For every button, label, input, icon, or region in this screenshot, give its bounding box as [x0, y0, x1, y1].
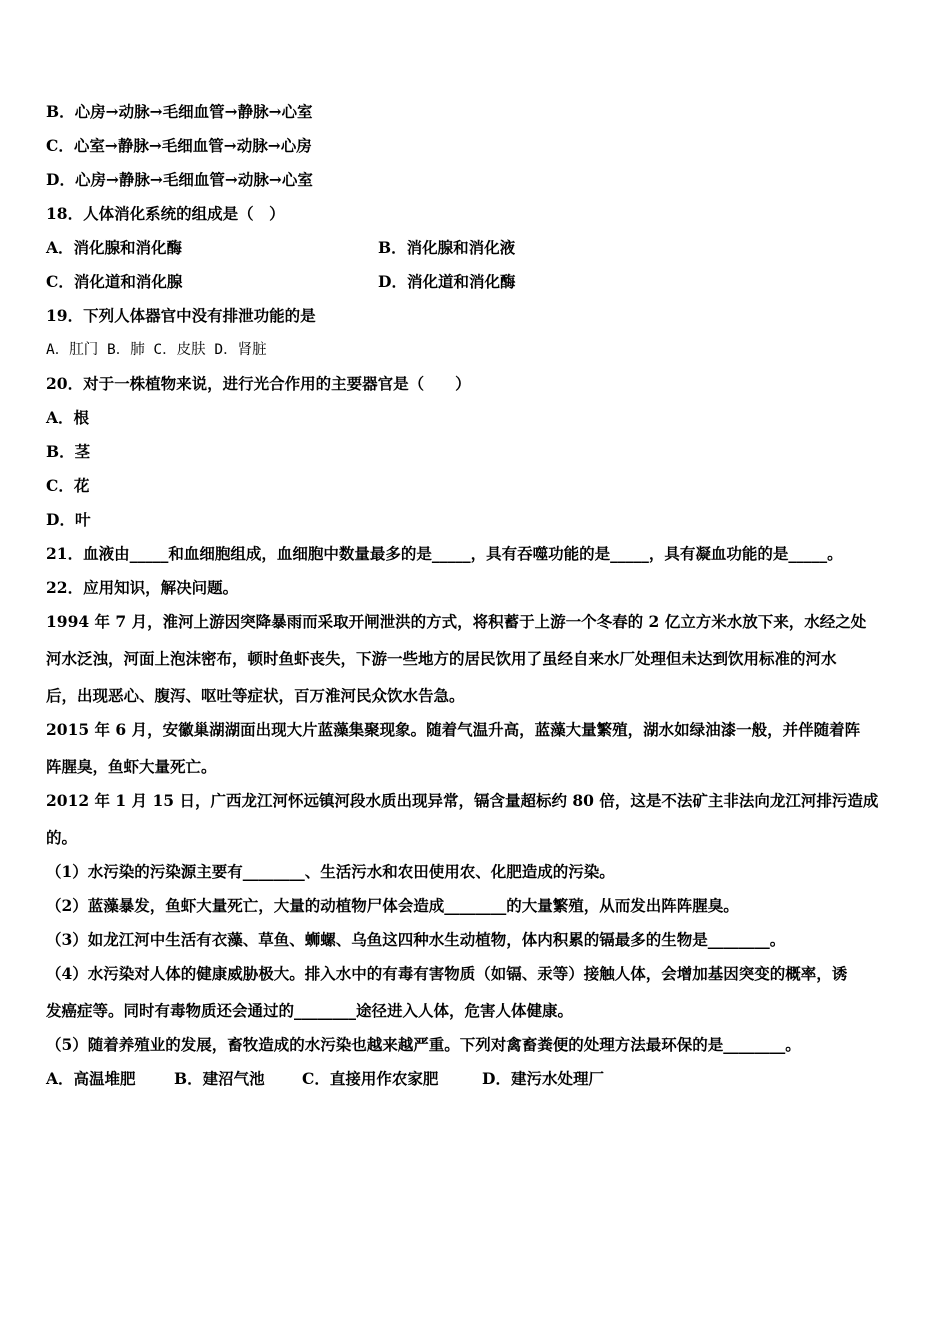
q22-stem: 22．应用知识，解决问题。: [46, 578, 239, 597]
q17-option-c: C．心室→静脉→毛细血管→动脉→心房: [46, 136, 312, 155]
q22-s5-option-d: D．建污水处理厂: [482, 1069, 604, 1088]
q20-option-b: B．茎: [46, 442, 91, 461]
q17-option-d: D．心房→静脉→毛细血管→动脉→心室: [46, 170, 313, 189]
q22-subquestion-3: （3）如龙江河中生活有衣藻、草鱼、蛳螺、乌鱼这四种水生动植物，体内积累的镉最多的生物是________。: [46, 930, 786, 949]
q18-option-a: A．消化腺和消化酶: [46, 238, 183, 257]
q20-option-a: A．根: [46, 408, 90, 427]
q20-stem: 20．对于一株植物来说，进行光合作用的主要器官是（ ）: [46, 374, 471, 393]
q22-paragraph-1-line-2: 河水泛浊，河面上泡沫密布，顿时鱼虾丧失，下游一些地方的居民饮用了虽经自来水厂处理但未达到饮用标准的河水: [46, 649, 837, 668]
q22-s5-option-a: A．高温堆肥: [46, 1069, 136, 1088]
q18-option-b: B．消化腺和消化液: [378, 238, 516, 257]
q22-paragraph-2-line-1: 2015 年 6 月，安徽巢湖湖面出现大片蓝藻集聚现象。随着气温升高，蓝藻大量繁殖，湖水如绿油漆一般，并伴随着阵: [46, 720, 861, 739]
q22-s5-option-b: B．建沼气池: [174, 1069, 265, 1088]
q22-subquestion-4-line-2: 发癌症等。同时有毒物质还会通过的________途径进入人体，危害人体健康。: [46, 1001, 574, 1020]
q22-paragraph-1-line-1: 1994 年 7 月，淮河上游因突降暴雨而采取开闸泄洪的方式，将积蓄于上游一个冬春的 2 亿立方米水放下来，水经之处: [46, 612, 867, 631]
q19-options: A．肛门 B．肺 C．皮肤 D．肾脏: [46, 342, 267, 358]
q22-subquestion-2: （2）蓝藻暴发，鱼虾大量死亡，大量的动植物尸体会造成________的大量繁殖，从而发出阵阵腥臭。: [46, 896, 739, 915]
q22-subquestion-1: （1）水污染的污染源主要有________、生活污水和农田使用农、化肥造成的污染。: [46, 862, 615, 881]
q22-subquestion-4-line-1: （4）水污染对人体的健康威胁极大。排入水中的有毒有害物质（如镉、汞等）接触人体，会增加基因突变的概率，诱: [46, 964, 848, 983]
q20-option-d: D．叶: [46, 510, 91, 529]
q22-paragraph-2-line-2: 阵腥臭，鱼虾大量死亡。: [46, 757, 217, 776]
q18-stem: 18．人体消化系统的组成是（ ）: [46, 204, 285, 223]
q22-paragraph-1-line-3: 后，出现恶心、腹泻、呕吐等症状，百万淮河民众饮水告急。: [46, 686, 465, 705]
q22-subquestion-5-options: [46, 1069, 604, 1089]
q18-option-c: C．消化道和消化腺: [46, 272, 183, 291]
q20-option-c: C．花: [46, 476, 90, 495]
q18-option-d: D．消化道和消化酶: [378, 272, 516, 291]
q22-s5-option-c: C．直接用作农家肥: [302, 1069, 439, 1088]
q17-option-b: B．心房→动脉→毛细血管→静脉→心室: [46, 102, 313, 121]
q21-stem: 21．血液由_____和血细胞组成，血细胞中数量最多的是_____，具有吞噬功能的是_____，具有凝血功能的是_____。: [46, 544, 843, 563]
q22-subquestion-5: （5）随着养殖业的发展，畜牧造成的水污染也越来越严重。下列对禽畜粪便的处理方法最环保的是________。: [46, 1035, 801, 1054]
q19-stem: 19．下列人体器官中没有排泄功能的是: [46, 306, 316, 325]
q22-paragraph-3-line-1: 2012 年 1 月 15 日，广西龙江河怀远镇河段水质出现异常，镉含量超标约 80 倍，这是不法矿主非法向龙江河排污造成: [46, 791, 879, 810]
q22-paragraph-3-line-2: 的。: [46, 828, 78, 847]
